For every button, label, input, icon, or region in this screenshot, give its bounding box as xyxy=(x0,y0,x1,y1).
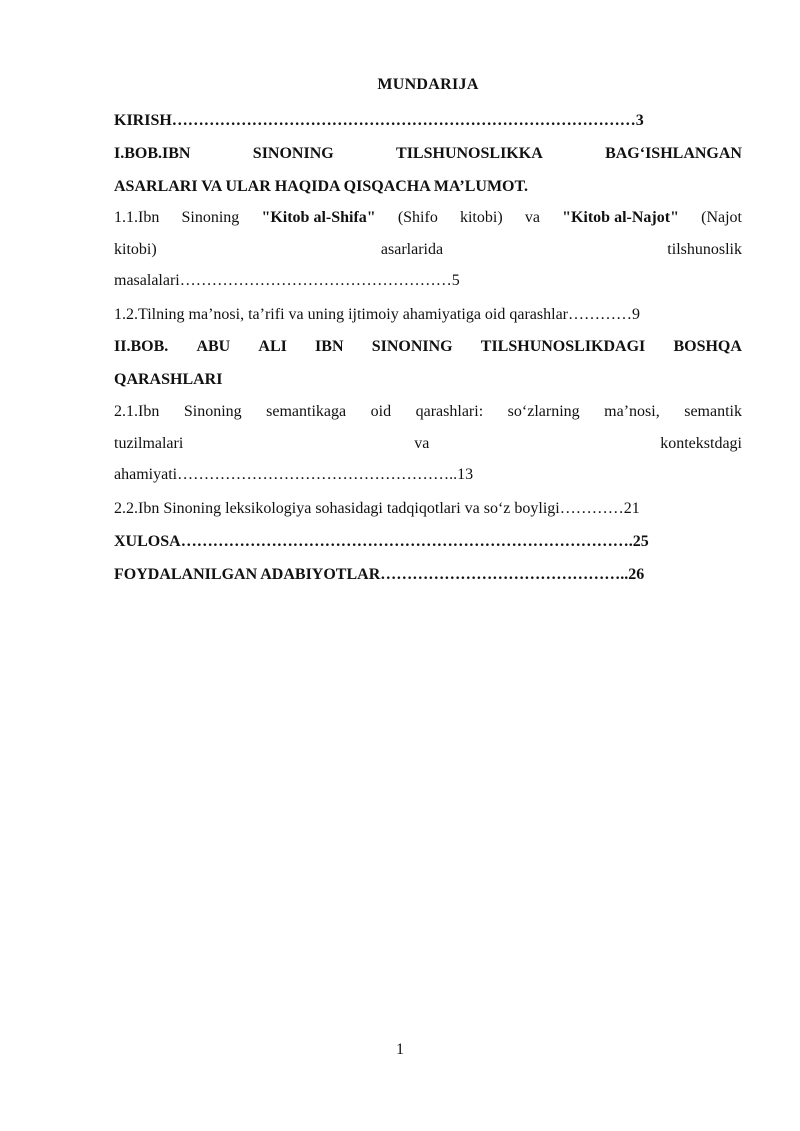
toc-entry-label: ahamiyati xyxy=(114,466,178,483)
toc-word: oid xyxy=(370,403,392,420)
toc-section-2-2 xyxy=(114,498,742,520)
toc-page-number: 9 xyxy=(632,306,640,323)
toc-word: kitobi) xyxy=(114,241,157,258)
toc-chapter-2-line-2: QARASHLARI xyxy=(114,371,223,388)
toc-word: semantik xyxy=(684,403,742,420)
toc-page-number: 3 xyxy=(635,112,644,129)
toc-word: SINONING xyxy=(371,338,453,355)
toc-word: ma’nosi, xyxy=(604,403,660,420)
toc-section-1-1-line-1 xyxy=(114,207,742,229)
toc-word: II.BOB. xyxy=(114,338,169,355)
toc-entry-label: XULOSA xyxy=(114,533,181,550)
toc-word: IBN xyxy=(315,338,344,355)
toc-section-1-1-line-2 xyxy=(114,239,742,261)
toc-section-2-1-line-3 xyxy=(114,464,742,486)
toc-entry-label: 1.2.Tilning ma’nosi, ta’rifi va uning ijtimoiy ahamiyatiga oid qarashlar xyxy=(114,306,568,323)
toc-word: 2.1.Ibn xyxy=(114,403,160,420)
toc-word: qarashlari: xyxy=(415,403,484,420)
toc-entry-label: KIRISH xyxy=(114,112,172,129)
toc-word: SINONING xyxy=(252,145,334,162)
toc-entry-label: 2.2.Ibn Sinoning leksikologiya sohasidagi tadqiqotlari va so‘z boyligi xyxy=(114,500,560,517)
toc-word: so‘zlarning xyxy=(507,403,580,420)
toc-word: kontekstdagi xyxy=(660,435,742,452)
toc-section-2-1-line-1 xyxy=(114,401,742,423)
toc-page-number: 25 xyxy=(632,533,649,550)
toc-word: semantikaga xyxy=(266,403,347,420)
toc-word: (Shifo xyxy=(397,209,438,226)
toc-title: MUNDARIJA xyxy=(377,76,479,93)
toc-dot-leader: …………………………………………………………………………… xyxy=(171,112,636,129)
toc-entry-label: FOYDALANILGAN ADABIYOTLAR xyxy=(114,566,381,583)
page-number: 1 xyxy=(396,1041,404,1058)
toc-word: TILSHUNOSLIKDAGI xyxy=(480,338,646,355)
toc-chapter-1-line-2: ASARLARI VA ULAR HAQIDA QISQACHA MA’LUMOT. xyxy=(114,178,528,195)
toc-section-1-2 xyxy=(114,304,742,326)
toc-dot-leader: ………… xyxy=(559,500,624,517)
toc-entry-label: masalalari xyxy=(114,272,180,289)
toc-section-2-1-line-2 xyxy=(114,433,742,455)
toc-word: ALI xyxy=(258,338,287,355)
toc-dot-leader: …………………………………………….. xyxy=(177,466,458,483)
toc-dot-leader: ………… xyxy=(568,306,632,323)
toc-section-1-1-line-3 xyxy=(114,270,742,292)
toc-word: tilshunoslik xyxy=(667,241,742,258)
toc-word: va xyxy=(524,209,540,226)
toc-book-title: "Kitob al-Shifa" xyxy=(261,209,376,226)
toc-entry-kirish xyxy=(114,110,742,132)
toc-word: BAG‘ISHLANGAN xyxy=(605,145,742,162)
toc-entry-foydalanilgan-adabiyotlar xyxy=(114,564,742,586)
toc-word: va xyxy=(414,435,430,452)
toc-dot-leader: ……………………………………….. xyxy=(380,566,629,583)
toc-word: ABU xyxy=(196,338,231,355)
toc-chapter-2-line-1 xyxy=(114,336,742,358)
toc-word: kitobi) xyxy=(459,209,503,226)
toc-page-number: 13 xyxy=(457,466,474,483)
toc-word: TILSHUNOSLIKKA xyxy=(396,145,543,162)
toc-page-number: 21 xyxy=(623,500,640,517)
toc-word: 1.1.Ibn xyxy=(114,209,160,226)
document-page xyxy=(114,0,742,1131)
toc-book-title: "Kitob al-Najot" xyxy=(562,209,679,226)
toc-page-number: 5 xyxy=(451,272,460,289)
toc-dot-leader: …………………………………………………………………………. xyxy=(180,533,633,550)
toc-dot-leader: …………………………………………… xyxy=(179,272,452,289)
toc-word: asarlarida xyxy=(380,241,444,258)
toc-word: (Najot xyxy=(701,209,742,226)
toc-word: tuzilmalari xyxy=(114,435,184,452)
toc-word: I.BOB.IBN xyxy=(114,145,191,162)
toc-word: Sinoning xyxy=(183,403,242,420)
toc-page-number: 26 xyxy=(628,566,645,583)
toc-chapter-1-line-1 xyxy=(114,143,742,165)
toc-word: BOSHQA xyxy=(673,338,742,355)
toc-word: Sinoning xyxy=(181,209,240,226)
toc-entry-xulosa xyxy=(114,531,742,553)
